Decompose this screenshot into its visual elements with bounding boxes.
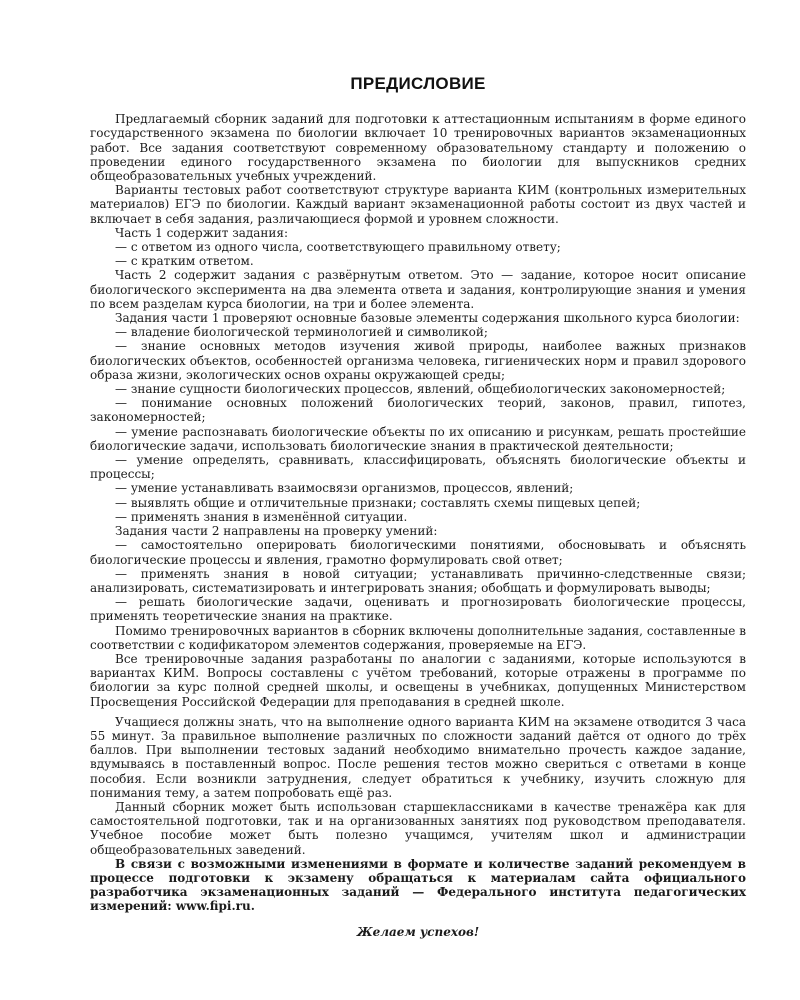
- paragraph-part1-checks: Задания части 1 проверяют основные базовые элементы содержания школьного курса биологии:: [115, 311, 740, 326]
- list-item: — выявлять общие и отличительные признаки; составлять схемы пищевых цепей;: [115, 495, 641, 510]
- list-item: — решать биологические задачи, оценивать и прогнозировать биологические процессы, применять теоретические знания на практике.: [90, 595, 746, 624]
- paragraph-recommendation: В связи с возможными изменениями в формате и количестве заданий рекомендуем в процессе подготовки к экзамену обращаться к материалам сайта официального разработчика экзаменационных заданий — Федерального института педагогических измерений: www.fipi.ru.: [90, 856, 746, 914]
- list-item: — с ответом из одного числа, соответствующего правильному ответу;: [115, 240, 561, 255]
- paragraph-additional: Помимо тренировочных вариантов в сборник включены дополнительные задания, составленные в соответствии с кодификатором элементов содержания, проверяемые на ЕГЭ.: [90, 623, 746, 652]
- list-item: — знание сущности биологических процессов, явлений, общебиологических закономерностей;: [115, 382, 726, 397]
- paragraph-variants: Варианты тестовых работ соответствуют структуре варианта КИМ (контрольных измерительных материалов) ЕГЭ по биологии. Каждый вариант экзаменационной работы состоит из двух частей и включает в себя задания, различающиеся формой и уровнем сложности.: [90, 183, 746, 226]
- paragraph-part2: Часть 2 содержит задания с развёрнутым ответом. Это — задание, которое носит описание биологического эксперимента на два элемента ответа и задания, контролирующие знания и умения по всем разделам курса биологии, на три и более элемента.: [90, 268, 746, 311]
- list-item: — понимание основных положений биологических теорий, законов, правил, гипотез, закономерностей;: [90, 396, 746, 425]
- list-item: — знание основных методов изучения живой природы, наиболее важных признаков биологических объектов, особенностей организма человека, гигиенических норм и правил здорового образа жизни, экологических основ охраны окружающей среды;: [90, 339, 746, 382]
- list-item: — применять знания в изменённой ситуации.: [115, 509, 408, 524]
- paragraph-usage: Данный сборник может быть использован старшеклассниками в качестве тренажёра как для самостоятельной подготовки, так и на организованных занятиях под руководством преподавателя. Учебное пособие может быть полезно учащимся, учителям школ и администрации общеобразовательных заведений.: [90, 799, 746, 857]
- list-item: — применять знания в новой ситуации; устанавливать причинно-следственные связи; анализировать, систематизировать и интегрировать знания; обобщать и формулировать выводы;: [90, 566, 746, 595]
- list-item: — умение распознавать биологические объекты по их описанию и рисункам, решать простейшие биологические задачи, использовать биологические знания в практической деятельности;: [90, 424, 746, 453]
- paragraph-part1-heading: Часть 1 содержит задания:: [115, 225, 289, 240]
- paragraph-intro: Предлагаемый сборник заданий для подготовки к аттестационным испытаниям в форме единого государственного экзамена по биологии включает 10 тренировочных вариантов экзаменационных работ. Все задания соответствуют современному образовательному стандарту и положению о проведении единого государственного экзамена по биологии для выпускников средних общеобразовательных учебных учреждений.: [90, 112, 746, 184]
- list-item: — самостоятельно оперировать биологическими понятиями, обосновывать и объяснять биологические процессы и явления, грамотно формулировать свой ответ;: [90, 538, 746, 567]
- list-item: — владение биологической терминологией и символикой;: [115, 325, 488, 340]
- paragraph-training: Все тренировочные задания разработаны по аналогии с заданиями, которые используются в вариантах КИМ. Вопросы составлены с учётом требований, которые отражены в программе по биологии за курс полной средней школы, и освещены в учебниках, допущенных Министерством Просвещения Российской Федерации для преподавания в средней школе.: [90, 651, 746, 709]
- preface-page: [90, 0, 746, 939]
- page-title: ПРЕДИСЛОВИЕ: [350, 74, 486, 93]
- closing-wish: Желаем успехов!: [356, 924, 480, 939]
- list-item: — умение устанавливать взаимосвязи организмов, процессов, явлений;: [115, 481, 574, 496]
- list-item: — с кратким ответом.: [115, 254, 254, 269]
- list-item: — умение определять, сравнивать, классифицировать, объяснять биологические объекты и процессы;: [90, 453, 746, 482]
- paragraph-students: Учащиеся должны знать, что на выполнение одного варианта КИМ на экзамене отводится 3 часа 55 минут. За правильное выполнение различных по сложности заданий даётся от одного до трёх баллов. При выполнении тестовых заданий необходимо внимательно прочесть каждое задание, вдумываясь в поставленный вопрос. После решения тестов можно свериться с ответами в конце пособия. Если возникли затруднения, следует обратиться к учебнику, изучить сложную для понимания тему, а затем попробовать ещё раз.: [90, 714, 746, 800]
- paragraph-part2-checks: Задания части 2 направлены на проверку умений:: [115, 524, 438, 539]
